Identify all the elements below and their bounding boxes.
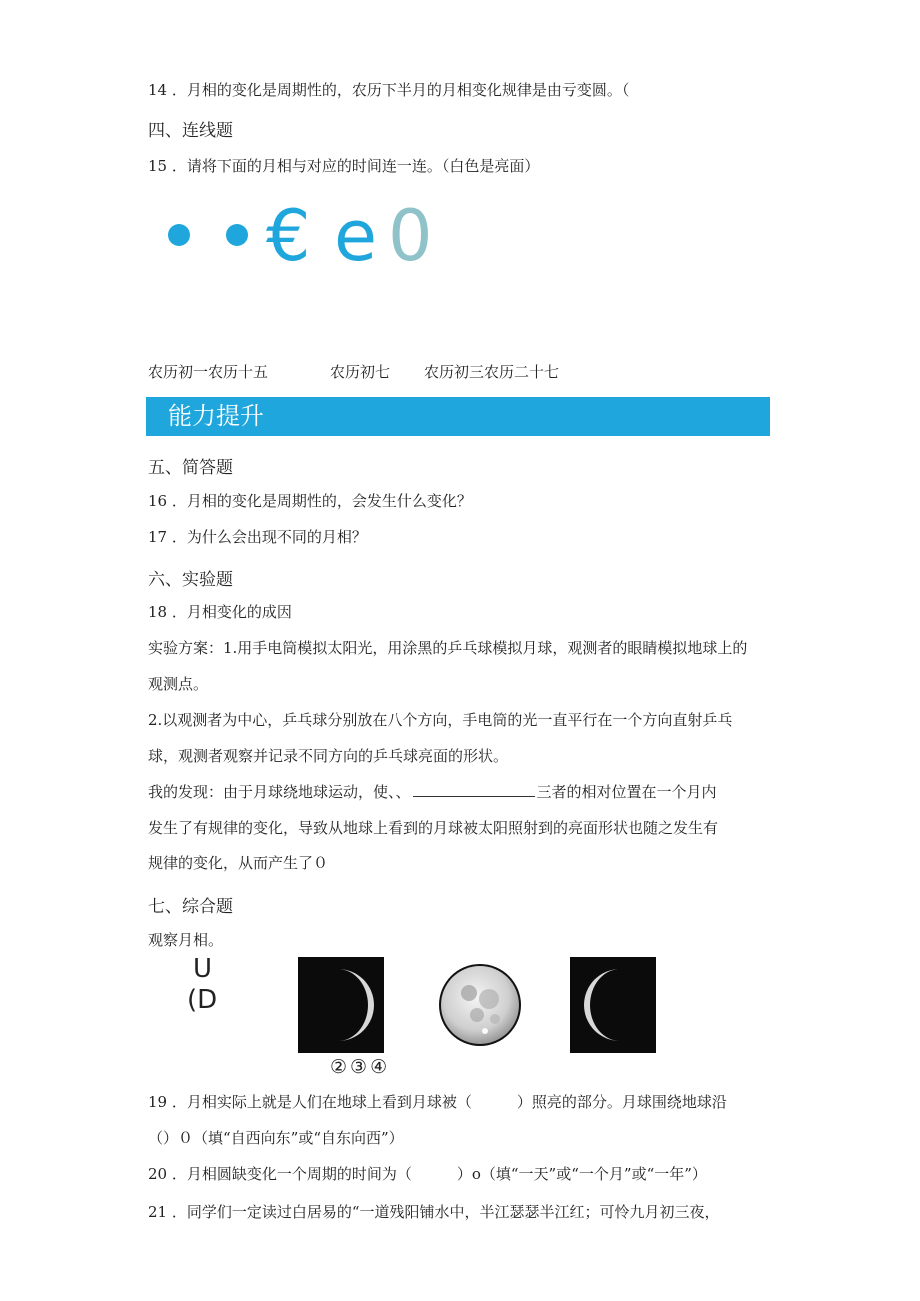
phase-label-2: 农历初七	[330, 363, 391, 381]
phase-marker-bottom: (D	[187, 985, 218, 1015]
finding-prefix: 我的发现：由于月球绕地球运动，使、、	[148, 783, 411, 801]
waning-crescent-moon-image	[570, 957, 656, 1053]
question-19-line-2: （）０（填“自西向东”或“自东向西”）	[148, 1129, 404, 1147]
phase-label-1: 农历初一农历十五	[148, 363, 269, 381]
question-14: 14 ．月相的变化是周期性的，农历下半月的月相变化规律是由亏变圆。（	[148, 81, 630, 99]
observe-label: 观察月相。	[148, 931, 224, 949]
quarter-glyph: e	[334, 195, 378, 277]
crescent-glyph: €	[266, 195, 311, 277]
circled-number-labels: ②③④	[330, 1056, 391, 1078]
section-heading-short-answer: 五、简答题	[148, 458, 233, 478]
waxing-crescent-moon-image	[298, 957, 384, 1053]
finding-blank[interactable]	[413, 782, 535, 797]
question-20: 20 ．月相圆缺变化一个周期的时间为（ ）o（填“一天”或“一个月”或“一年”）	[148, 1165, 707, 1183]
new-moon-dot-1	[168, 224, 190, 246]
finding-suffix: 三者的相对位置在一个月内	[536, 783, 717, 801]
experiment-plan-line-2: 观测点。	[148, 675, 209, 693]
section-heading-comprehensive: 七、综合题	[148, 897, 233, 917]
phase-label-3: 农历初三农历二十七	[424, 363, 560, 381]
finding-line-1	[148, 781, 717, 802]
experiment-plan-line-3: 2.以观测者为中心，乒乓球分别放在八个方向，手电筒的光一直平行在一个方向直射乒乓	[148, 711, 733, 729]
section-heading-experiment: 六、实验题	[148, 570, 233, 590]
full-moon-image	[437, 957, 523, 1053]
new-moon-dot-2	[226, 224, 248, 246]
finding-line-3: 规律的变化，从而产生了０	[148, 854, 329, 872]
phase-marker-top: U	[193, 954, 213, 984]
question-15: 15 ．请将下面的月相与对应的时间连一连。（白色是亮面）	[148, 157, 540, 175]
full-moon-ring-glyph: 0	[388, 195, 433, 277]
phase-marker-1	[187, 954, 217, 1016]
finding-line-2: 发生了有规律的变化，导致从地球上看到的月球被太阳照射到的亮面形状也随之发生有	[148, 819, 719, 837]
experiment-plan-line-4: 球，观测者观察并记录不同方向的乒乓球亮面的形状。	[148, 747, 509, 765]
section-banner: 能力提升	[146, 397, 770, 436]
experiment-plan-line-1: 实验方案：1.用手电筒模拟太阳光，用涂黑的乒乓球模拟月球，观测者的眼睛模拟地球上的	[148, 639, 748, 657]
question-17: 17 ．为什么会出现不同的月相？	[148, 528, 367, 546]
moon-phase-symbols	[158, 196, 458, 276]
question-18: 18 ．月相变化的成因	[148, 603, 292, 621]
question-19-line-1: 19 ．月相实际上就是人们在地球上看到月球被（ ）照亮的部分。月球围绕地球沿	[148, 1093, 727, 1111]
question-16: 16 ．月相的变化是周期性的，会发生什么变化？	[148, 492, 472, 510]
question-21: 21 ．同学们一定读过白居易的“一道残阳铺水中，半江瑟瑟半江红；可怜九月初三夜，	[148, 1203, 720, 1221]
section-heading-matching: 四、连线题	[148, 121, 233, 141]
